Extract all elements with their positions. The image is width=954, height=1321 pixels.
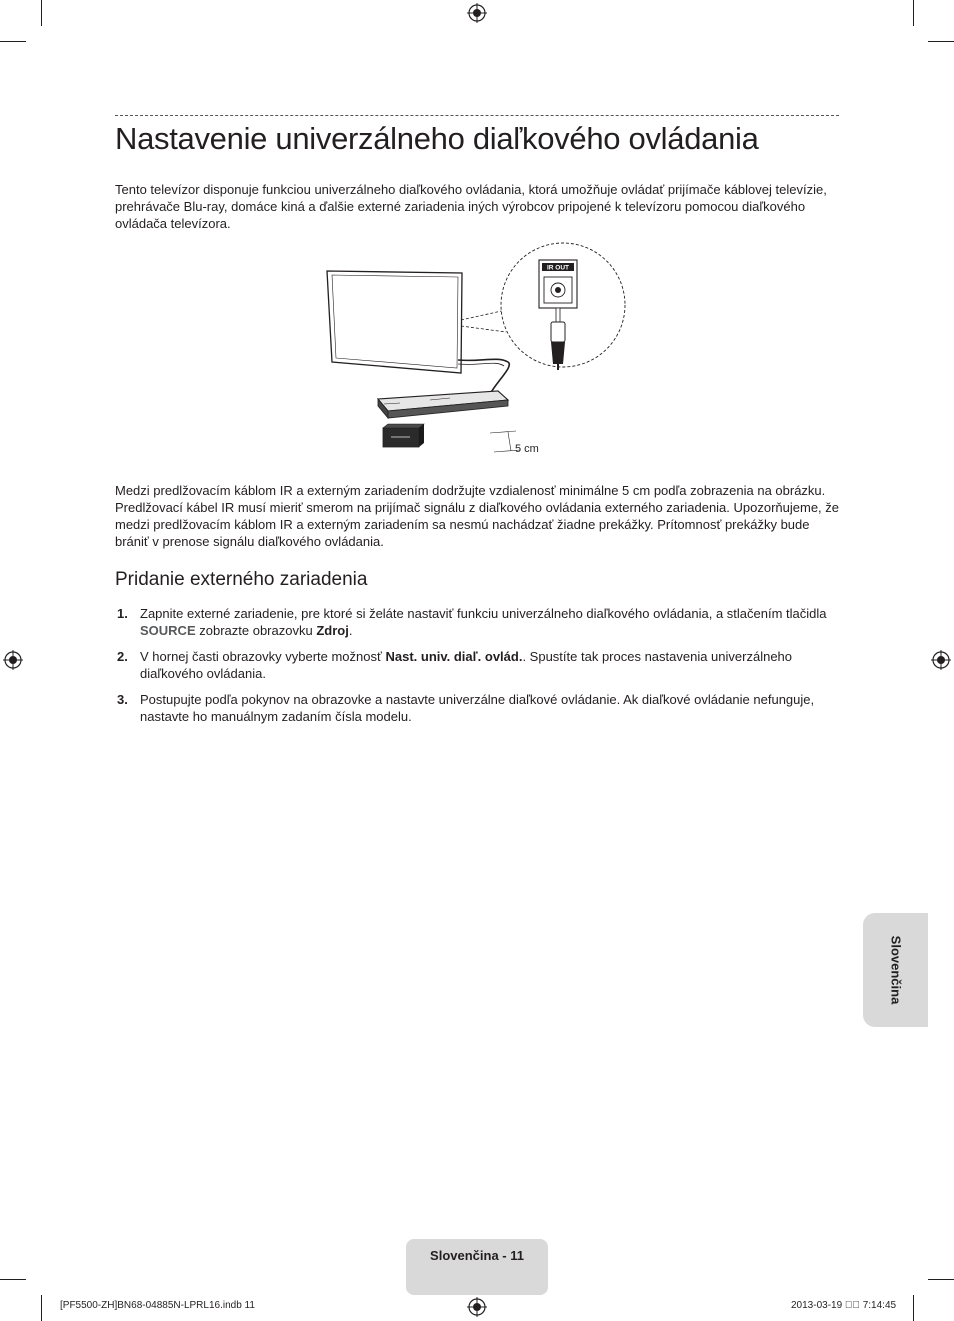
step-text: zobrazte obrazovku: [195, 623, 317, 638]
crop-mark: [928, 1279, 954, 1280]
crop-mark: [913, 0, 914, 26]
screen-name: Zdroj: [316, 623, 349, 638]
ir-extender-illustration: [320, 240, 630, 460]
side-tab-label: Slovenčina: [888, 935, 903, 1005]
registration-mark-icon: [3, 650, 23, 670]
list-item: [115, 691, 840, 725]
crop-mark: [0, 1279, 26, 1280]
source-key: SOURCE: [140, 623, 196, 638]
step-text: Postupujte podľa pokynov na obrazovke a nastavte univerzálne diaľkové ovládanie. Ak diaľkové ovládanie nefunguje, nastavte ho manuálnym zadaním čísla modelu.: [140, 692, 815, 724]
registration-mark-icon: [467, 1297, 487, 1317]
crop-mark: [913, 1295, 914, 1321]
step-text: Zapnite externé zariadenie, pre ktoré si želáte nastaviť funkciu univerzálneho diaľkového ovládania, a stlačením tlačidla: [140, 606, 827, 621]
language-side-tab: [863, 913, 928, 1027]
step-text: .: [348, 623, 353, 638]
intro-paragraph: Tento televízor disponuje funkciou univerzálneho diaľkového ovládania, ktorá umožňuje ovládať prijímače káblovej televízie, prehrávače Blu-ray, domáce kiná a ďalšie externé zariadenia iných výrobcov pripojené k televízoru pomocou diaľkového ovládača televízora.: [115, 182, 827, 231]
crop-mark: [41, 1295, 42, 1321]
page-number: Slovenčina - 11: [430, 1248, 524, 1263]
step-text: . Spustíte tak proces nastavenia univerzálneho diaľkového ovládania.: [140, 649, 793, 681]
registration-mark-icon: [467, 3, 487, 23]
crop-mark: [928, 41, 954, 42]
title-divider: [115, 115, 839, 116]
section-title: Pridanie externého zariadenia: [115, 569, 368, 590]
print-slug-date: 2013-03-19 ￿￿ 7:14:45: [791, 1300, 897, 1311]
crop-mark: [41, 0, 42, 26]
steps-list: [115, 605, 840, 734]
registration-mark-icon: [931, 650, 951, 670]
menu-option-name: Nast. univ. diaľ. ovlád.: [385, 649, 523, 664]
step-text: V hornej časti obrazovky vyberte možnosť: [140, 649, 386, 664]
step-number: 3.: [117, 692, 128, 707]
list-item: [115, 605, 840, 639]
distance-note-paragraph: Medzi predlžovacím káblom IR a externým zariadením dodržujte vzdialenosť minimálne 5 cm podľa zobrazenia na obrázku. Predlžovací kábel IR musí mieriť smerom na prijímač signálu z diaľkového ovládania externého zariadenia. Upozorňujeme, že medzi predlžovacím káblom IR a externým zariadením sa nesmú nachádzať žiadne prekážky. Prítomnosť prekážky bude brániť v prenose signálu diaľkového ovládania.: [115, 483, 840, 549]
crop-mark: [0, 41, 26, 42]
step-number: 1.: [117, 606, 128, 621]
list-item: [115, 648, 840, 682]
page-title: Nastavenie univerzálneho diaľkového ovládania: [115, 121, 759, 156]
page-number-box: [406, 1239, 548, 1295]
print-slug-file: [PF5500-ZH]BN68-04885N-LPRL16.indb 11: [60, 1300, 255, 1311]
port-label: IR OUT: [546, 264, 570, 272]
distance-label: 5 cm: [515, 443, 539, 455]
step-number: 2.: [117, 649, 128, 664]
